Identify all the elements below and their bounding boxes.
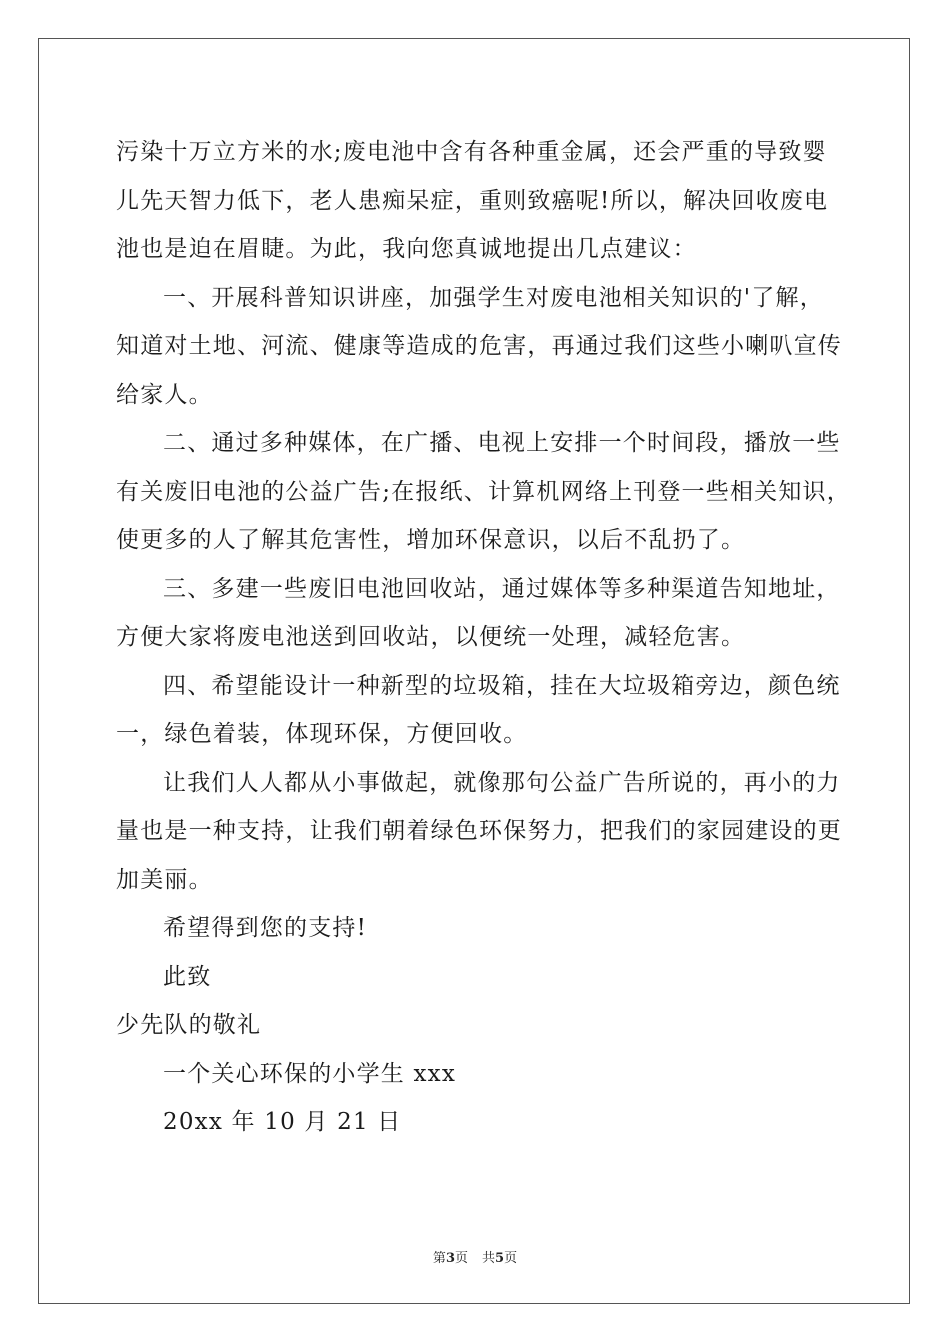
- suggestion-3-line: 方便大家将废电池送到回收站，以便统一处理，减轻危害。: [116, 624, 746, 650]
- closing-paragraph-line: 让我们人人都从小事做起，就像那句公益广告所说的，再小的力: [163, 769, 841, 796]
- page-footer: [0, 1247, 950, 1266]
- suggestion-4-line: 四、希望能设计一种新型的垃圾箱，挂在大垃圾箱旁边，颜色统: [163, 672, 841, 699]
- suggestion-3-line: 三、多建一些废旧电池回收站，通过媒体等多种渠道告知地址，: [163, 575, 841, 602]
- date: 20xx 年 10 月 21 日: [163, 1109, 402, 1135]
- signature: 一个关心环保的小学生 xxx: [163, 1060, 457, 1087]
- suggestion-1-line: 知道对土地、河流、健康等造成的危害，再通过我们这些小喇叭宣传: [116, 333, 842, 359]
- letter-body: [116, 128, 851, 1147]
- body-line: 儿先天智力低下，老人患痴呆症，重则致癌呢!所以，解决回收废电: [116, 187, 829, 214]
- page-total: 5: [495, 1251, 505, 1266]
- total-suffix: 页: [504, 1251, 518, 1266]
- body-line: 池也是迫在眉睫。为此，我向您真诚地提出几点建议：: [116, 236, 697, 262]
- total-prefix: 共: [482, 1251, 496, 1266]
- suggestion-4-line: 一，绿色着装，体现环保，方便回收。: [116, 721, 528, 747]
- support-request: 希望得到您的支持!: [163, 915, 368, 941]
- salutation-regards: 少先队的敬礼: [116, 1012, 262, 1038]
- page-suffix: 页: [454, 1251, 468, 1266]
- suggestion-2-line: 有关废旧电池的公益广告;在报纸、计算机网络上刊登一些相关知识，: [116, 478, 851, 505]
- body-line: 污染十万立方米的水;废电池中含有各种重金属，还会严重的导致婴: [116, 139, 827, 165]
- salutation-closing: 此致: [163, 963, 212, 990]
- suggestion-2-line: 二、通过多种媒体，在广播、电视上安排一个时间段，播放一些: [163, 430, 841, 456]
- suggestion-1-line: 给家人。: [116, 381, 213, 408]
- suggestion-1-line: 一、开展科普知识讲座，加强学生对废电池相关知识的'了解，: [163, 284, 824, 311]
- suggestion-2-line: 使更多的人了解其危害性，增加环保意识，以后不乱扔了。: [116, 527, 746, 553]
- closing-paragraph-line: 量也是一种支持，让我们朝着绿色环保努力，把我们的家园建设的更: [116, 818, 842, 844]
- page-current: 3: [445, 1251, 455, 1266]
- page-prefix: 第: [432, 1251, 446, 1266]
- closing-paragraph-line: 加美丽。: [116, 866, 213, 893]
